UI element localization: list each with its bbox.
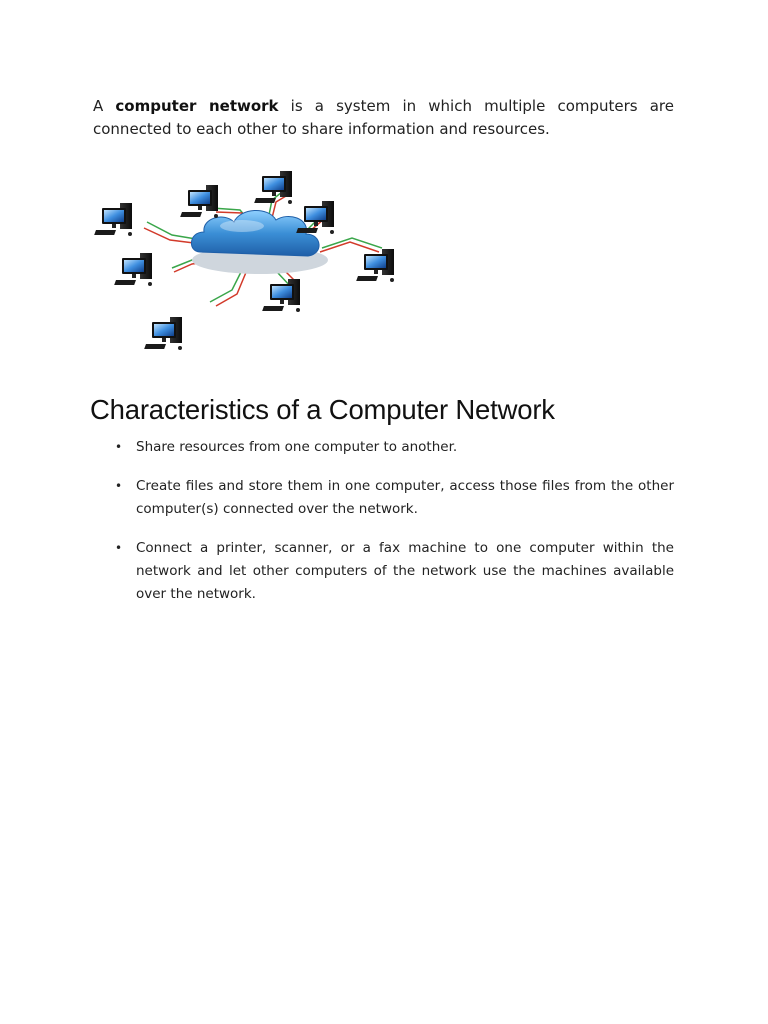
intro-prefix: A xyxy=(93,97,104,115)
bullet-icon: • xyxy=(115,479,123,493)
section-heading: Characteristics of a Computer Network xyxy=(90,394,555,425)
list-item-text: Connect a printer, scanner, or a fax machine to one computer within the network and let other computers of the network use the machines available over the network. xyxy=(136,540,674,602)
intro-paragraph xyxy=(93,95,674,141)
characteristics-list xyxy=(110,436,674,622)
intro-term: computer network xyxy=(115,97,279,115)
bullet-icon: • xyxy=(115,440,123,454)
list-item-text: Share resources from one computer to another. xyxy=(136,439,458,455)
list-item xyxy=(110,475,674,521)
list-item xyxy=(110,537,674,606)
intro-rest: is a system in which multiple computers are connected to each other to share information and resources. xyxy=(93,97,674,138)
bullet-icon: • xyxy=(115,541,123,555)
network-illustration xyxy=(92,160,422,385)
list-item xyxy=(110,436,674,459)
list-item-text: Create files and store them in one computer, access those files from the other computer(s) connected over the network. xyxy=(136,478,674,517)
